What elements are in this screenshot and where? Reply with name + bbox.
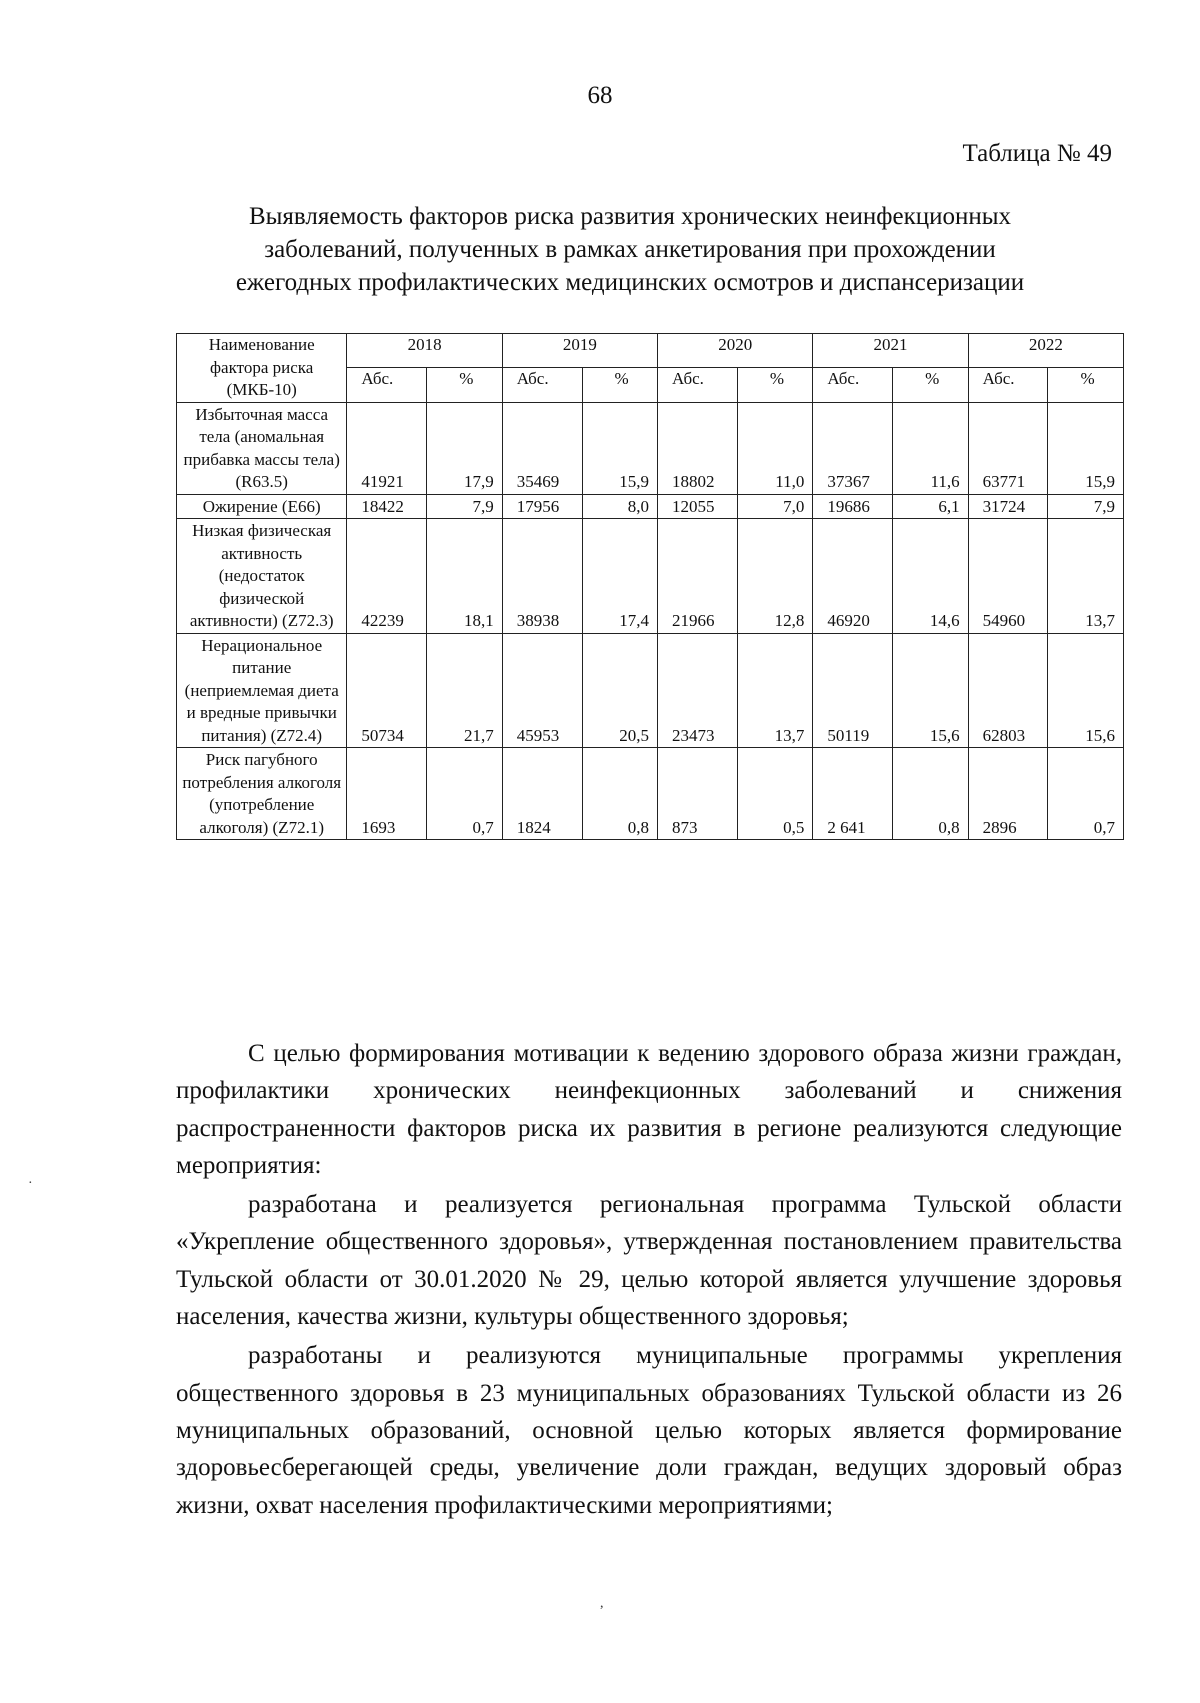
scan-speck: , [600, 1596, 604, 1611]
cell-abs: 37367 [813, 402, 893, 494]
cell-abs: 17956 [502, 494, 582, 519]
cell-abs: 21966 [658, 519, 738, 634]
table-title-line: заболеваний, полученных в рамках анкетирования при прохождении [264, 236, 996, 263]
cell-abs: 1824 [502, 748, 582, 840]
cell-pct: 7,9 [1048, 494, 1124, 519]
cell-pct: 13,7 [1048, 519, 1124, 634]
cell-pct: 6,1 [893, 494, 969, 519]
cell-pct: 0,8 [893, 748, 969, 840]
header-pct: % [737, 368, 813, 402]
cell-pct: 14,6 [893, 519, 969, 634]
row-factor-name: Низкая физическая активность (недостаток физической активности) (Z72.3) [177, 519, 347, 634]
header-pct: % [893, 368, 969, 402]
cell-pct: 8,0 [582, 494, 658, 519]
cell-abs: 42239 [347, 519, 427, 634]
header-pct: % [582, 368, 658, 402]
cell-pct: 0,8 [582, 748, 658, 840]
header-abs: Абс. [968, 368, 1048, 402]
header-abs: Абс. [502, 368, 582, 402]
cell-pct: 18,1 [427, 519, 503, 634]
cell-abs: 46920 [813, 519, 893, 634]
cell-pct: 15,6 [893, 633, 969, 748]
table-row [177, 402, 1124, 494]
row-factor-name: Ожирение (E66) [177, 494, 347, 519]
scan-speck: · [28, 1176, 33, 1191]
cell-abs: 18422 [347, 494, 427, 519]
row-factor-name: Нерациональное питание (неприемлемая диета и вредные привычки питания) (Z72.4) [177, 633, 347, 748]
cell-abs: 63771 [968, 402, 1048, 494]
header-pct: % [427, 368, 503, 402]
cell-abs: 54960 [968, 519, 1048, 634]
cell-abs: 2896 [968, 748, 1048, 840]
cell-pct: 17,9 [427, 402, 503, 494]
cell-pct: 21,7 [427, 633, 503, 748]
cell-abs: 18802 [658, 402, 738, 494]
table-label: Таблица № 49 [962, 140, 1112, 167]
cell-abs: 50734 [347, 633, 427, 748]
cell-pct: 0,5 [737, 748, 813, 840]
header-factor: Наименование фактора риска (МКБ-10) [177, 334, 347, 403]
table-title [160, 200, 1100, 299]
cell-abs: 50119 [813, 633, 893, 748]
cell-pct: 11,0 [737, 402, 813, 494]
paragraph: разработана и реализуется региональная программа Тульской области «Укрепление общественного здоровья», утвержденная постановлением правительства Тульской области от 30.01.2020 № 29, целью которой является улучшение здоровья населения, качества жизни, культуры общественного здоровья; [176, 1191, 1122, 1331]
header-year: 2022 [968, 334, 1123, 368]
header-pct: % [1048, 368, 1124, 402]
table-row [177, 633, 1124, 748]
risk-factors-table [176, 333, 1124, 840]
cell-abs: 38938 [502, 519, 582, 634]
cell-abs: 2 641 [813, 748, 893, 840]
cell-pct: 11,6 [893, 402, 969, 494]
cell-pct: 15,6 [1048, 633, 1124, 748]
cell-abs: 41921 [347, 402, 427, 494]
header-year: 2021 [813, 334, 968, 368]
cell-pct: 17,4 [582, 519, 658, 634]
header-year: 2018 [347, 334, 502, 368]
cell-abs: 62803 [968, 633, 1048, 748]
cell-pct: 7,0 [737, 494, 813, 519]
cell-abs: 873 [658, 748, 738, 840]
cell-pct: 13,7 [737, 633, 813, 748]
cell-abs: 19686 [813, 494, 893, 519]
table-row [177, 494, 1124, 519]
cell-abs: 12055 [658, 494, 738, 519]
cell-abs: 23473 [658, 633, 738, 748]
row-factor-name: Риск пагубного потребления алкоголя (употребление алкоголя) (Z72.1) [177, 748, 347, 840]
paragraph: разработаны и реализуются муниципальные программы укрепления общественного здоровья в 23 муниципальных образованиях Тульской области из 26 муниципальных образований, основной целью которых является формирование здоровьесберегающей среды, увеличение доли граждан, ведущих здоровый образ жизни, охват населения профилактическими мероприятиями; [176, 1342, 1122, 1519]
body-text [176, 1035, 1122, 1526]
header-abs: Абс. [813, 368, 893, 402]
cell-abs: 31724 [968, 494, 1048, 519]
cell-abs: 1693 [347, 748, 427, 840]
table-row [177, 748, 1124, 840]
cell-abs: 45953 [502, 633, 582, 748]
table-title-line: Выявляемость факторов риска развития хронических неинфекционных [248, 203, 1012, 230]
header-abs: Абс. [658, 368, 738, 402]
cell-pct: 7,9 [427, 494, 503, 519]
page-number: 68 [587, 82, 613, 109]
table-row [177, 519, 1124, 634]
cell-pct: 20,5 [582, 633, 658, 748]
paragraph: С целью формирования мотивации к ведению здорового образа жизни граждан, профилактики хронических неинфекционных заболеваний и снижения распространенности факторов риска их развития в регионе реализуются следующие мероприятия: [176, 1040, 1122, 1179]
cell-pct: 0,7 [427, 748, 503, 840]
cell-pct: 0,7 [1048, 748, 1124, 840]
cell-pct: 15,9 [582, 402, 658, 494]
cell-pct: 15,9 [1048, 402, 1124, 494]
row-factor-name: Избыточная масса тела (аномальная прибавка массы тела) (R63.5) [177, 402, 347, 494]
header-abs: Абс. [347, 368, 427, 402]
header-year: 2020 [658, 334, 813, 368]
cell-abs: 35469 [502, 402, 582, 494]
cell-pct: 12,8 [737, 519, 813, 634]
header-year: 2019 [502, 334, 657, 368]
table-title-line: ежегодных профилактических медицинских осмотров и диспансеризации [235, 269, 1025, 296]
